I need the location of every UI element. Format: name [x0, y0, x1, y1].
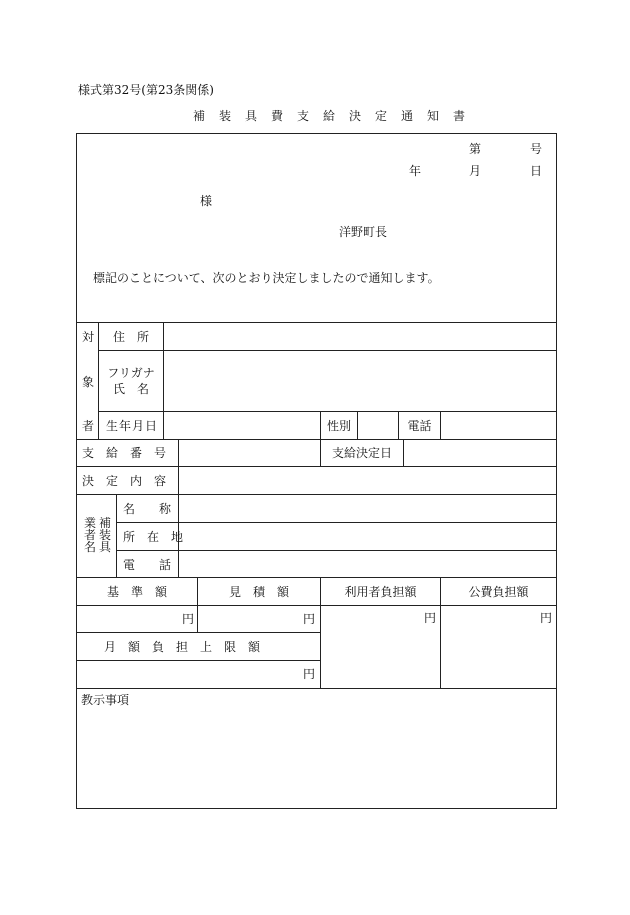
yen-unit: 円 — [424, 611, 437, 625]
yen-unit: 円 — [182, 612, 195, 626]
date-month: 月 — [469, 164, 482, 178]
subject-side-char: 象 — [82, 375, 95, 389]
standard-amount-label: 基 準 額 — [106, 585, 167, 599]
vendor-side-col1: 補装具 — [99, 516, 112, 554]
form-number: 様式第32号(第23条関係) — [78, 83, 214, 97]
payment-number-label: 支 給 番 号 — [82, 446, 167, 460]
monthly-limit-label: 月 額 負 担 上 限 額 — [104, 640, 261, 654]
subject-side-char: 者 — [82, 419, 95, 433]
number-gou: 号 — [530, 142, 543, 156]
vendor-location-label: 所 在 地 — [123, 530, 184, 544]
payment-date-label: 支給決定日 — [331, 446, 392, 460]
notice-label: 教示事項 — [81, 693, 130, 707]
yen-unit: 円 — [540, 611, 553, 625]
date-year: 年 — [409, 164, 422, 178]
issuer: 洋野町長 — [339, 225, 388, 239]
sex-label: 性別 — [326, 419, 351, 433]
vendor-phone-label: 電 話 — [123, 558, 172, 572]
notice-message: 標記のことについて、次のとおり決定しましたので通知します。 — [93, 271, 440, 285]
number-dai: 第 — [469, 142, 482, 156]
phone-label: 電話 — [407, 419, 432, 433]
user-burden-label: 利用者負担額 — [344, 585, 417, 599]
document-title: 補 装 具 費 支 給 決 定 通 知 書 — [193, 109, 467, 123]
decision-label: 決 定 内 容 — [82, 474, 167, 488]
vendor-side-col2: 業者名 — [84, 516, 97, 554]
vendor-name-label: 名 称 — [123, 502, 172, 516]
yen-unit: 円 — [303, 612, 316, 626]
subject-side-char: 対 — [82, 330, 95, 344]
name-label: 氏 名 — [112, 382, 149, 396]
address-label: 住 所 — [112, 330, 149, 344]
birthdate-label: 生年月日 — [106, 419, 159, 433]
public-burden-label: 公費負担額 — [468, 585, 529, 599]
estimate-amount-label: 見 積 額 — [228, 585, 289, 599]
recipient-sama: 様 — [200, 194, 213, 208]
furigana-label: フリガナ — [107, 366, 155, 380]
yen-unit: 円 — [303, 667, 316, 681]
date-day: 日 — [530, 164, 543, 178]
